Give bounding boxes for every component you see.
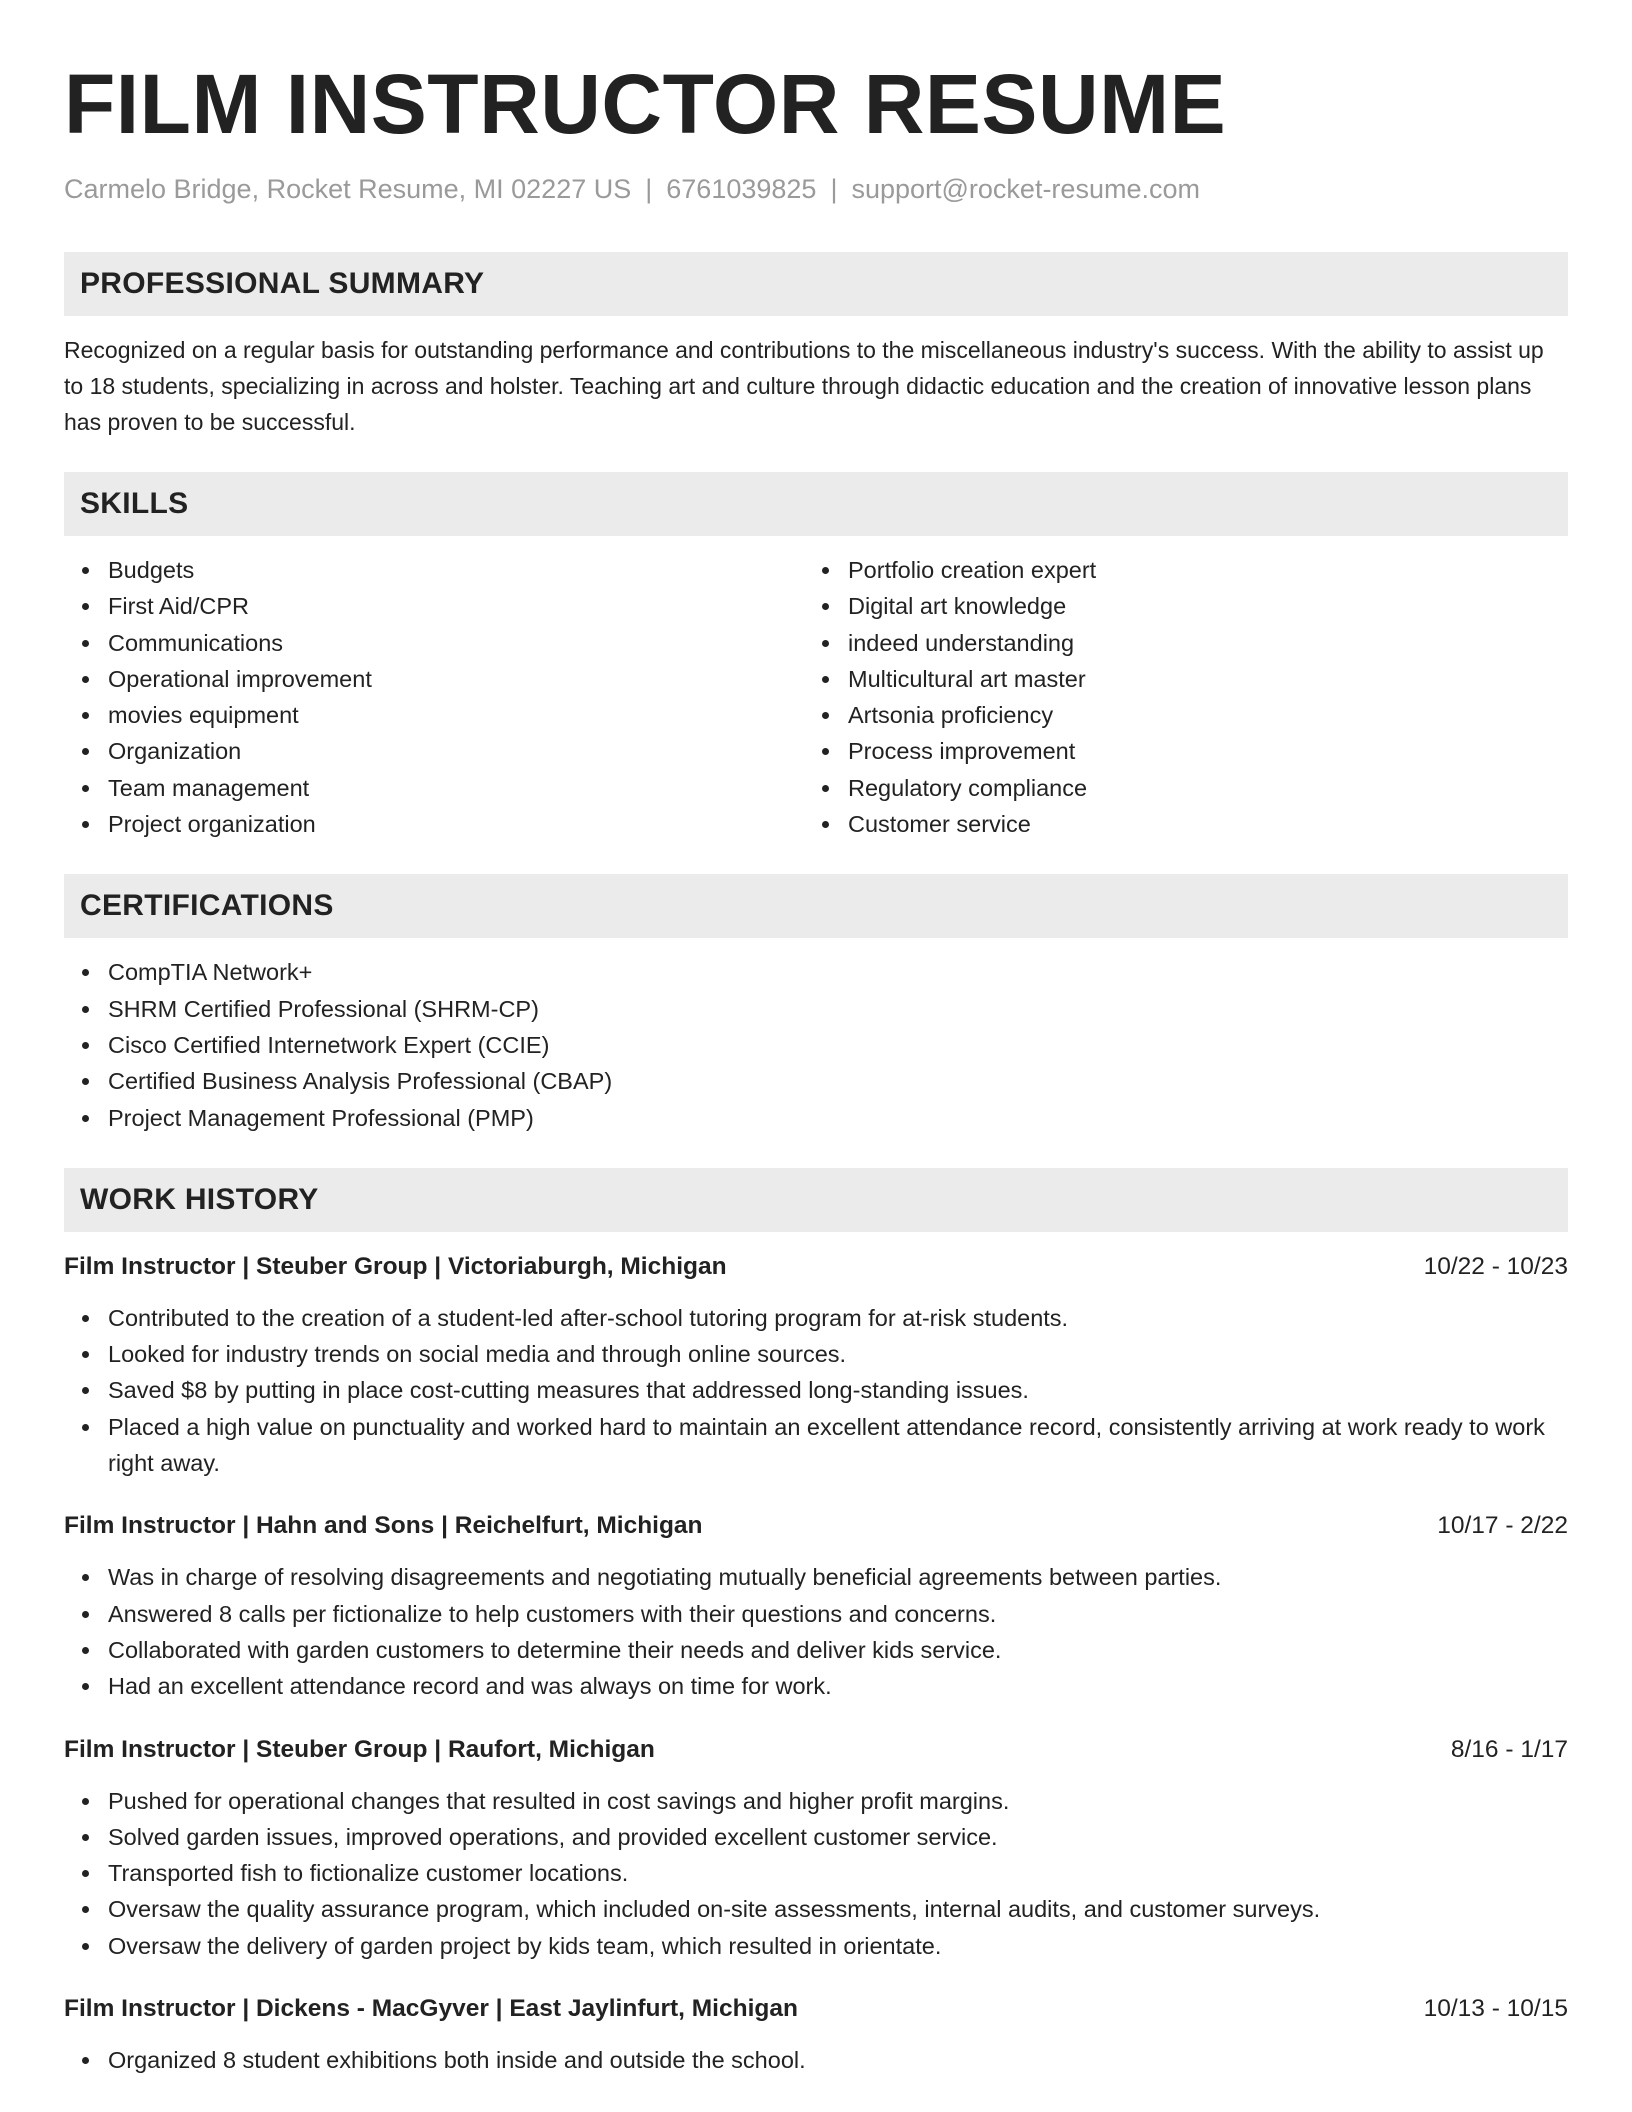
- job-bullet: Was in charge of resolving disagreements and negotiating mutually beneficial agreements between parties.: [108, 1559, 1568, 1595]
- job-header: [64, 1992, 1568, 2026]
- skill-item: Digital art knowledge: [848, 588, 1544, 624]
- skills-list-left: [64, 552, 804, 842]
- job-bullet: Saved $8 by putting in place cost-cutting measures that addressed long-standing issues.: [108, 1372, 1568, 1408]
- job-header: [64, 1733, 1568, 1767]
- contact-email: support@rocket-resume.com: [851, 174, 1200, 204]
- section-header-work-history: WORK HISTORY: [64, 1168, 1568, 1232]
- skill-item: Budgets: [108, 552, 804, 588]
- job-title: Film Instructor | Steuber Group | Raufort, Michigan: [64, 1735, 655, 1763]
- certification-item: SHRM Certified Professional (SHRM-CP): [108, 991, 1568, 1027]
- skill-item: Artsonia proficiency: [848, 697, 1544, 733]
- certification-item: Cisco Certified Internetwork Expert (CCIE): [108, 1027, 1568, 1063]
- job-bullet: Looked for industry trends on social media and through online sources.: [108, 1336, 1568, 1372]
- job-bullet: Oversaw the delivery of garden project by kids team, which resulted in orientate.: [108, 1928, 1568, 1964]
- job-dates: 10/13 - 10/15: [1423, 1995, 1568, 2023]
- job-title: Film Instructor | Dickens - MacGyver | East Jaylinfurt, Michigan: [64, 1995, 798, 2023]
- skill-item: Customer service: [848, 806, 1544, 842]
- job-dates: 10/22 - 10/23: [1423, 1252, 1568, 1280]
- section-header-certifications: CERTIFICATIONS: [64, 874, 1568, 938]
- certification-item: CompTIA Network+: [108, 954, 1568, 990]
- certification-item: Certified Business Analysis Professional (CBAP): [108, 1063, 1568, 1099]
- skill-item: indeed understanding: [848, 625, 1544, 661]
- skill-item: Operational improvement: [108, 661, 804, 697]
- skills-grid: [64, 552, 1568, 842]
- certification-item: Project Management Professional (PMP): [108, 1100, 1568, 1136]
- job-bullet: Oversaw the quality assurance program, which included on-site assessments, internal audits, and customer surveys.: [108, 1891, 1568, 1927]
- job-bullet: Contributed to the creation of a student-led after-school tutoring program for at-risk students.: [108, 1300, 1568, 1336]
- section-header-summary: PROFESSIONAL SUMMARY: [64, 252, 1568, 316]
- contact-separator: |: [645, 174, 653, 204]
- job-bullet: Placed a high value on punctuality and worked hard to maintain an excellent attendance record, consistently arriving at work ready to work right away.: [108, 1409, 1568, 1482]
- contact-phone: 6761039825: [666, 174, 817, 204]
- skill-item: Team management: [108, 770, 804, 806]
- job-entry: [64, 1992, 1568, 2078]
- job-bullet-list: [64, 1300, 1568, 1481]
- skill-item: Regulatory compliance: [848, 770, 1544, 806]
- skill-item: Multicultural art master: [848, 661, 1544, 697]
- section-header-skills: SKILLS: [64, 472, 1568, 536]
- skills-column-left: [64, 552, 804, 842]
- contact-line: [64, 172, 1568, 206]
- skill-item: Organization: [108, 733, 804, 769]
- skill-item: Communications: [108, 625, 804, 661]
- job-bullet: Transported fish to fictionalize customer locations.: [108, 1855, 1568, 1891]
- skill-item: First Aid/CPR: [108, 588, 804, 624]
- job-bullet: Had an excellent attendance record and was always on time for work.: [108, 1668, 1568, 1704]
- job-bullet-list: [64, 1559, 1568, 1704]
- job-bullet-list: [64, 1783, 1568, 1964]
- summary-text: Recognized on a regular basis for outstanding performance and contributions to the miscellaneous industry's success. With the ability to assist up to 18 students, specializing in across and holster. Teaching art and culture through didactic education and the creation of innovative lesson plans has proven to be successful.: [64, 337, 1544, 435]
- skills-list-right: [804, 552, 1544, 842]
- page-title: FILM INSTRUCTOR RESUME: [64, 57, 1227, 151]
- job-bullet: Solved garden issues, improved operations, and provided excellent customer service.: [108, 1819, 1568, 1855]
- job-bullet: Collaborated with garden customers to determine their needs and deliver kids service.: [108, 1632, 1568, 1668]
- job-title: Film Instructor | Hahn and Sons | Reichelfurt, Michigan: [64, 1512, 703, 1540]
- job-bullet: Answered 8 calls per fictionalize to help customers with their questions and concerns.: [108, 1596, 1568, 1632]
- job-bullet-list: [64, 2042, 1568, 2078]
- skill-item: Project organization: [108, 806, 804, 842]
- contact-separator: |: [830, 174, 838, 204]
- job-bullet: Organized 8 student exhibitions both inside and outside the school.: [108, 2042, 1568, 2078]
- skill-item: movies equipment: [108, 697, 804, 733]
- skill-item: Portfolio creation expert: [848, 552, 1544, 588]
- skills-column-right: [804, 552, 1544, 842]
- contact-address: Carmelo Bridge, Rocket Resume, MI 02227 US: [64, 174, 632, 204]
- job-entry: [64, 1733, 1568, 1964]
- job-dates: 10/17 - 2/22: [1437, 1512, 1568, 1540]
- job-header: [64, 1509, 1568, 1543]
- skill-item: Process improvement: [848, 733, 1544, 769]
- job-bullet: Pushed for operational changes that resulted in cost savings and higher profit margins.: [108, 1783, 1568, 1819]
- job-entry: [64, 1509, 1568, 1704]
- job-entry: [64, 1250, 1568, 1481]
- job-title: Film Instructor | Steuber Group | Victoriaburgh, Michigan: [64, 1252, 727, 1280]
- job-dates: 8/16 - 1/17: [1450, 1735, 1568, 1763]
- certifications-list: [64, 954, 1568, 1135]
- job-header: [64, 1250, 1568, 1284]
